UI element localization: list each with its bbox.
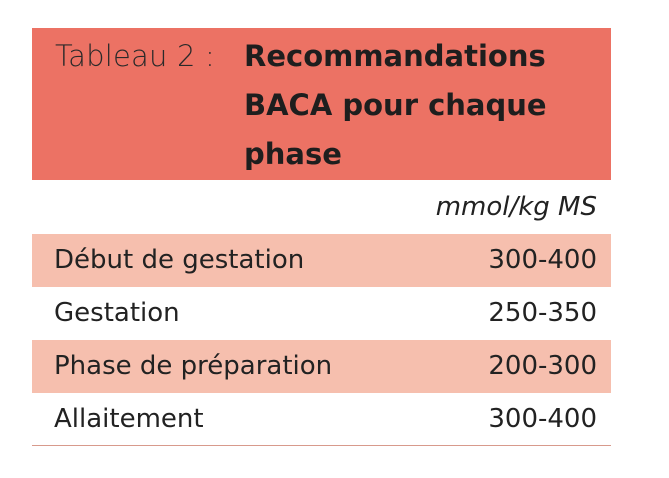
table-row: [32, 393, 611, 446]
row-label: Allaitement: [54, 404, 204, 434]
row-value: 300-400: [488, 245, 597, 275]
row-label: Début de gestation: [54, 245, 305, 275]
row-value: 300-400: [488, 404, 597, 434]
recommendation-table: [32, 28, 611, 446]
row-label: Phase de préparation: [54, 351, 333, 381]
table-row: [32, 340, 611, 393]
table-row: [32, 287, 611, 340]
row-label: Gestation: [54, 298, 180, 328]
row-value: 250-350: [488, 298, 597, 328]
unit-label: mmol/kg MS: [435, 192, 597, 222]
table-title: Recommandations BACA pour chaque phase: [244, 39, 547, 171]
table-title-block: [32, 28, 611, 180]
table-number-label: Tableau 2 :: [55, 39, 216, 73]
unit-row: [32, 180, 611, 234]
table-row: [32, 234, 611, 287]
row-value: 200-300: [488, 351, 597, 381]
